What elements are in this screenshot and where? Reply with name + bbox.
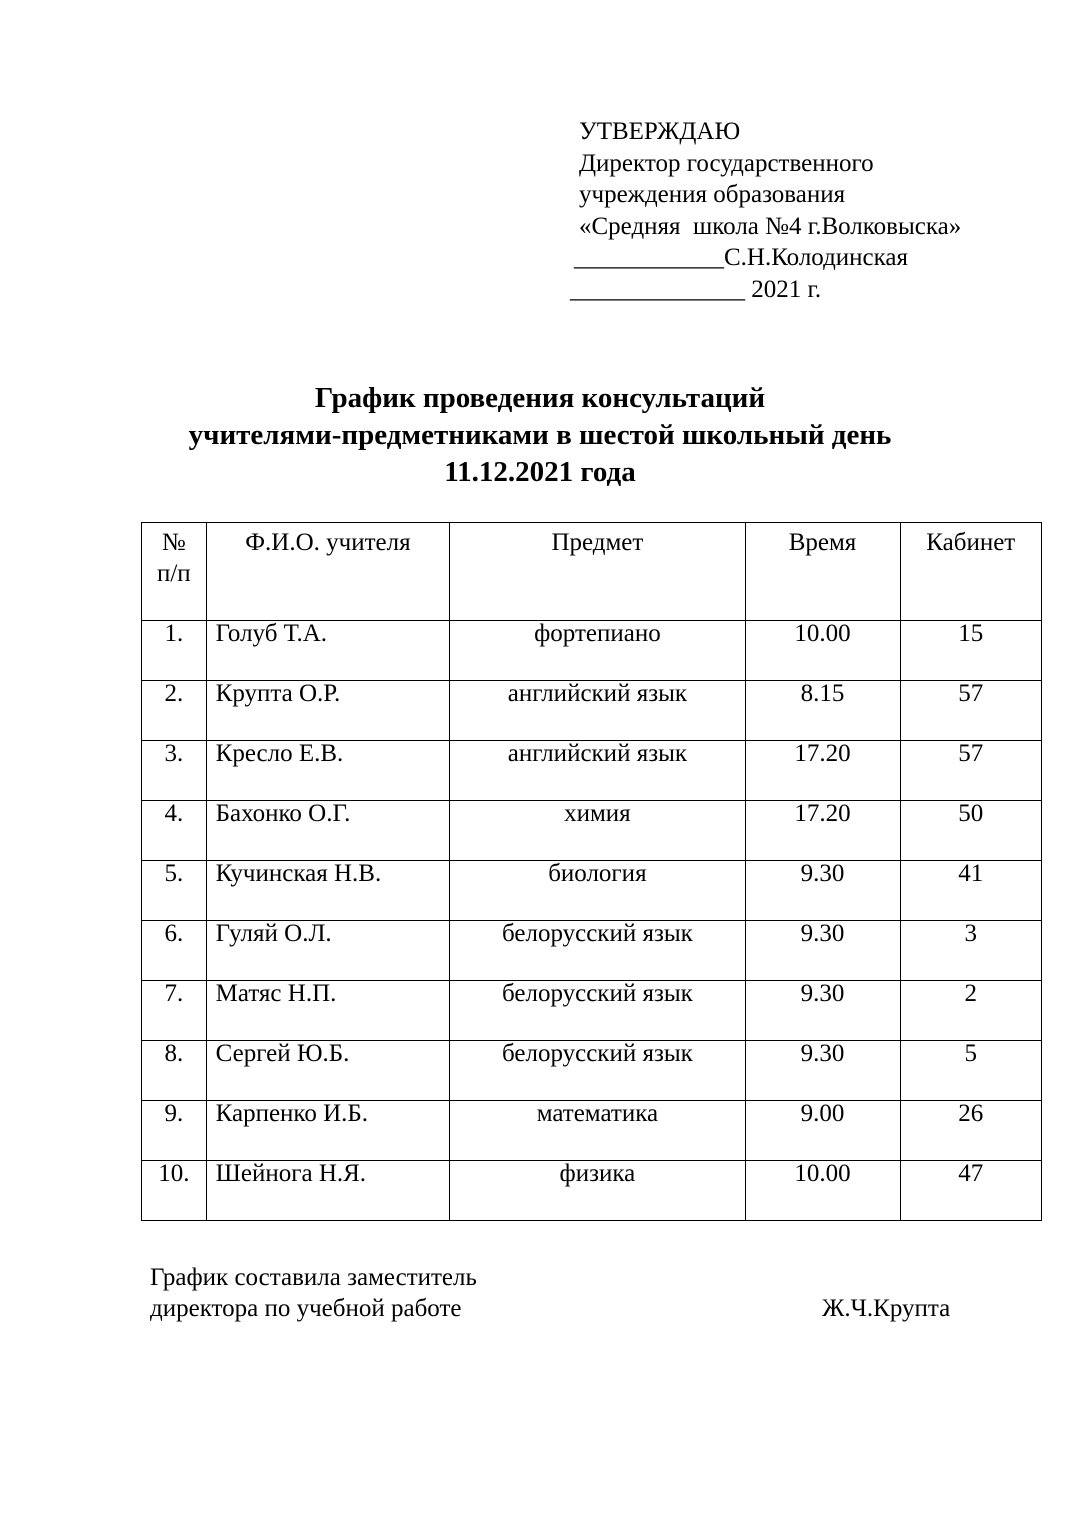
- cell-subject-text: фортепиано: [534, 620, 661, 647]
- cell-teacher-name-text: Сергей Ю.Б.: [215, 1040, 350, 1067]
- cell-time-text: 9.30: [800, 1040, 845, 1067]
- cell-number-text: 7.: [164, 980, 184, 1007]
- cell-room-text: 57: [958, 740, 984, 767]
- header-teacher-name: Ф.И.О. учителя: [206, 523, 450, 621]
- cell-room: [900, 1101, 1041, 1161]
- cell-subject: [450, 801, 745, 861]
- cell-subject-text: биология: [548, 860, 647, 887]
- cell-number-text: 3.: [164, 740, 184, 767]
- cell-subject-text: белорусский язык: [501, 920, 693, 947]
- cell-room: [900, 921, 1041, 981]
- cell-room-text: 26: [958, 1100, 984, 1127]
- cell-number: [142, 741, 207, 801]
- table-row: [142, 861, 1042, 921]
- cell-teacher-name: [206, 621, 450, 681]
- cell-number: [142, 861, 207, 921]
- approval-heading: УТВЕРЖДАЮ: [579, 118, 741, 145]
- cell-number-text: 6.: [164, 920, 184, 947]
- approval-institution: учреждения образования: [579, 181, 846, 208]
- cell-number-text: 9.: [164, 1100, 184, 1127]
- approval-signatory: ____________С.Н.Колодинская: [574, 244, 909, 271]
- header-number: [142, 523, 207, 621]
- cell-room-text: 3: [964, 920, 978, 947]
- cell-room: [900, 861, 1041, 921]
- cell-subject-text: белорусский язык: [501, 980, 693, 1007]
- cell-room: [900, 741, 1041, 801]
- cell-number: [142, 981, 207, 1041]
- cell-teacher-name-text: Кучинская Н.В.: [215, 860, 382, 887]
- cell-time-text: 10.00: [794, 1160, 851, 1187]
- footer-line-1: График составила заместитель: [150, 1264, 477, 1291]
- cell-room-text: 50: [958, 800, 984, 827]
- cell-room: [900, 801, 1041, 861]
- cell-time-text: 8.15: [800, 680, 845, 707]
- cell-subject: [450, 1161, 745, 1221]
- cell-teacher-name: [206, 741, 450, 801]
- cell-room: [900, 1161, 1041, 1221]
- cell-time: [745, 1041, 900, 1101]
- table-row: [142, 981, 1042, 1041]
- cell-subject-text: физика: [559, 1160, 636, 1187]
- cell-subject-text: белорусский язык: [501, 1040, 693, 1067]
- table-row: [142, 1161, 1042, 1221]
- header-room: Кабинет: [900, 523, 1041, 621]
- cell-number: [142, 1101, 207, 1161]
- cell-room: [900, 1041, 1041, 1101]
- cell-teacher-name: [206, 1161, 450, 1221]
- cell-teacher-name-text: Крупта О.Р.: [215, 680, 341, 707]
- footer-signature: Ж.Ч.Крупта: [822, 1295, 951, 1322]
- cell-time: [745, 861, 900, 921]
- cell-time: [745, 681, 900, 741]
- approval-position: Директор государственного: [579, 149, 874, 177]
- cell-number: [142, 1041, 207, 1101]
- header-time: Время: [745, 523, 900, 621]
- cell-number: [142, 921, 207, 981]
- header-subject: Предмет: [450, 523, 745, 621]
- cell-time: [745, 981, 900, 1041]
- cell-time-text: 9.30: [800, 920, 845, 947]
- cell-teacher-name-text: Гуляй О.Л.: [215, 920, 332, 947]
- approval-date: ______________ 2021 г.: [570, 275, 822, 303]
- header-number-abbr: п/п: [156, 560, 191, 587]
- cell-time-text: 9.00: [800, 1100, 845, 1127]
- cell-room-text: 57: [958, 680, 984, 707]
- cell-subject: [450, 921, 745, 981]
- cell-room: [900, 621, 1041, 681]
- cell-number: [142, 801, 207, 861]
- cell-room-text: 5: [964, 1040, 978, 1067]
- table-row: [142, 1101, 1042, 1161]
- cell-time-text: 17.20: [794, 800, 851, 827]
- cell-teacher-name: [206, 981, 450, 1041]
- schedule-table: [141, 522, 1042, 1221]
- cell-teacher-name: [206, 681, 450, 741]
- cell-subject: [450, 981, 745, 1041]
- approval-block: [570, 116, 961, 305]
- cell-number-text: 1.: [164, 620, 184, 647]
- cell-room-text: 2: [964, 980, 978, 1007]
- cell-teacher-name: [206, 861, 450, 921]
- cell-subject-text: математика: [536, 1100, 659, 1127]
- title-line-1: График проведения консультаций: [314, 382, 766, 414]
- table-row: [142, 741, 1042, 801]
- cell-time-text: 17.20: [794, 740, 851, 767]
- cell-teacher-name-text: Карпенко И.Б.: [215, 1100, 368, 1127]
- table-row: [142, 921, 1042, 981]
- cell-room: [900, 981, 1041, 1041]
- cell-teacher-name-text: Матяс Н.П.: [215, 980, 337, 1007]
- cell-subject: [450, 681, 745, 741]
- table-header-row: [142, 523, 1042, 621]
- footer-compiler: [150, 1262, 477, 1324]
- cell-number-text: 5.: [164, 860, 184, 887]
- cell-time: [745, 921, 900, 981]
- title-line-2: учителями-предметниками в шестой школьный день: [188, 419, 892, 451]
- cell-teacher-name-text: Голуб Т.А.: [215, 620, 328, 647]
- cell-time-text: 9.30: [800, 860, 845, 887]
- cell-subject-text: английский язык: [507, 740, 688, 767]
- cell-time: [745, 801, 900, 861]
- cell-subject: [450, 1041, 745, 1101]
- cell-room-text: 15: [958, 620, 984, 647]
- cell-subject-text: английский язык: [507, 680, 688, 707]
- cell-teacher-name: [206, 801, 450, 861]
- cell-time-text: 10.00: [794, 620, 851, 647]
- cell-time: [745, 621, 900, 681]
- cell-subject-text: химия: [564, 800, 631, 827]
- cell-subject: [450, 621, 745, 681]
- table-row: [142, 1041, 1042, 1101]
- cell-number-text: 2.: [164, 680, 184, 707]
- cell-time: [745, 1161, 900, 1221]
- cell-number-text: 10.: [158, 1160, 190, 1187]
- header-number-sign: №: [161, 529, 186, 556]
- cell-subject: [450, 1101, 745, 1161]
- table-row: [142, 681, 1042, 741]
- cell-room-text: 41: [958, 860, 984, 887]
- cell-teacher-name: [206, 921, 450, 981]
- cell-room-text: 47: [958, 1160, 984, 1187]
- table-row: [142, 621, 1042, 681]
- document-title: [0, 380, 1080, 491]
- cell-number: [142, 1161, 207, 1221]
- cell-room: [900, 681, 1041, 741]
- cell-teacher-name-text: Шейнога Н.Я.: [215, 1160, 367, 1187]
- footer-line-2: директора по учебной работе: [150, 1295, 462, 1322]
- cell-number: [142, 621, 207, 681]
- cell-teacher-name: [206, 1041, 450, 1101]
- cell-time: [745, 741, 900, 801]
- cell-teacher-name-text: Бахонко О.Г.: [215, 800, 351, 827]
- cell-subject: [450, 741, 745, 801]
- cell-number-text: 4.: [164, 800, 184, 827]
- cell-time: [745, 1101, 900, 1161]
- approval-school-name: «Средняя школа №4 г.Волковыска»: [579, 212, 962, 240]
- cell-subject: [450, 861, 745, 921]
- cell-teacher-name: [206, 1101, 450, 1161]
- cell-number: [142, 681, 207, 741]
- cell-time-text: 9.30: [800, 980, 845, 1007]
- table-row: [142, 801, 1042, 861]
- cell-teacher-name-text: Кресло Е.В.: [215, 740, 344, 767]
- title-date: 11.12.2021 года: [444, 456, 636, 488]
- cell-number-text: 8.: [164, 1040, 184, 1067]
